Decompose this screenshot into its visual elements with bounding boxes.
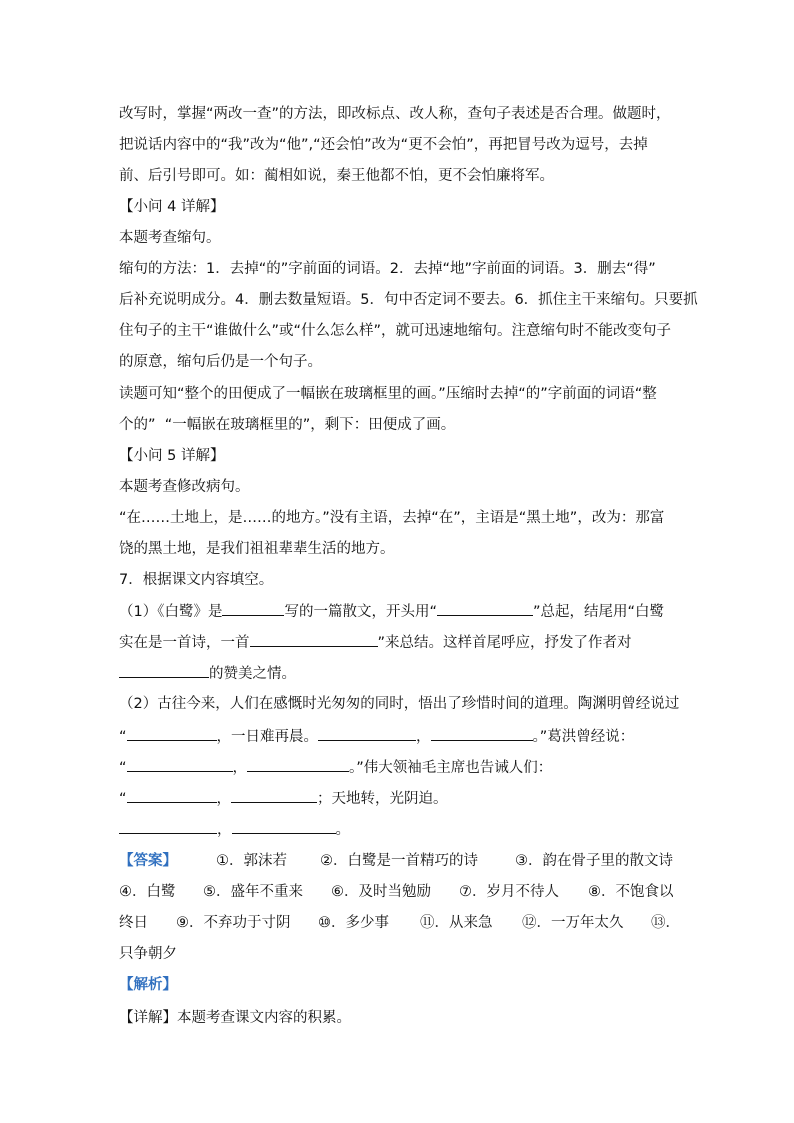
text-line: 的原意，缩句后仍是一个句子。 <box>119 354 322 370</box>
answer-item: ⑧．不饱食以 <box>588 884 674 900</box>
answer-blank[interactable] <box>119 819 217 834</box>
text-line: 本题考查修改病句。 <box>119 479 250 495</box>
text-line: 个的” “一幅嵌在玻璃框里的”，剩下：田便成了画。 <box>119 417 456 433</box>
q1-text: 的赞美之情。 <box>209 666 296 682</box>
analysis-detail: 【详解】本题考查课文内容的积累。 <box>119 1010 351 1026</box>
answer-item: ⑥．及时当勉励 <box>331 884 431 900</box>
answer-blank[interactable] <box>231 788 317 803</box>
q1-text: ”总起，结尾用“白鹭 <box>533 604 665 620</box>
answer-item: ⑩．多少事 <box>318 915 389 931</box>
question-line <box>119 663 296 684</box>
answer-item: ⑦．岁月不待人 <box>459 884 559 900</box>
q2-text: ；天地转，光阴迫。 <box>317 791 448 807</box>
answer-item: ③．韵在骨子里的散文诗 <box>515 853 673 869</box>
quote-mark: “ <box>119 729 127 745</box>
answer-blank[interactable] <box>247 757 349 772</box>
text-line: 改写时，掌握“两改一查”的方法，即改标点、改人称，查句子表述是否合理。做题时， <box>119 106 671 122</box>
answer-blank[interactable] <box>232 819 336 834</box>
question-title: 7．根据课文内容填空。 <box>119 572 274 588</box>
answer-item: ⑨．不弃功于寸阴 <box>176 915 291 931</box>
question-line <box>119 632 632 653</box>
answer-blank[interactable] <box>127 757 233 772</box>
question-line <box>119 819 350 840</box>
question-line <box>119 601 664 622</box>
section-heading: 【小问 4 详解】 <box>119 199 225 215</box>
answer-blank[interactable] <box>127 788 217 803</box>
text-line: 前、后引号即可。如：蔺相如说，秦王他都不怕，更不会怕廉将军。 <box>119 168 554 184</box>
q2-text: 。”伟大领袖毛主席也告诫人们： <box>349 760 553 776</box>
text-line: 把说话内容中的“我”改为“他”,“还会怕”改为“更不会怕”，再把冒号改为逗号，去掉 <box>119 137 648 153</box>
q1-text: 实在是一首诗，一首 <box>119 635 250 651</box>
answer-item: ⑬． <box>651 915 680 931</box>
analysis-label: 【解析】 <box>119 977 177 993</box>
answer-item: ②．白鹭是一首精巧的诗 <box>320 853 478 869</box>
answer-blank[interactable] <box>127 726 217 741</box>
q2-text: 。”葛洪曾经说： <box>532 729 635 745</box>
answer-item: ⑪．从来急 <box>420 915 493 931</box>
text-line: 读题可知“整个的田便成了一幅嵌在玻璃框里的画。”压缩时去掉“的”字前面的词语“整 <box>119 386 657 402</box>
question-line <box>119 726 634 747</box>
question-line: （2）古往今来，人们在感慨时光匆匆的同时，悟出了珍惜时间的道理。陶渊明曾经说过 <box>119 696 680 712</box>
q2-text: 。 <box>335 822 350 838</box>
answer-blank[interactable] <box>222 601 284 616</box>
answer-blank[interactable] <box>250 632 378 647</box>
text-line: 饶的黑土地，是我们祖祖辈辈生活的地方。 <box>119 541 395 557</box>
q2-text: ， <box>416 729 431 745</box>
text-line: 住句子的主干“谁做什么”或“什么怎么样”，就可迅速地缩句。注意缩句时不能改变句子 <box>119 323 672 339</box>
text-line: 后补充说明成分。4．删去数量短语。5．句中否定词不要去。6．抓住主干来缩句。只要抓 <box>119 292 698 308</box>
section-heading: 【小问 5 详解】 <box>119 448 225 464</box>
answer-label: 【答案】 <box>119 853 177 869</box>
q2-text: ， <box>216 791 232 807</box>
q1-text: （1）《白鹭》是 <box>119 604 223 620</box>
question-line <box>119 788 448 809</box>
q2-text: ， <box>232 760 248 776</box>
answer-item: ⑤．盛年不重来 <box>203 884 303 900</box>
text-line: 本题考查缩句。 <box>119 230 221 246</box>
q2-text: ， <box>217 822 232 838</box>
q1-text: ”来总结。这样首尾呼应，抒发了作者对 <box>377 635 632 651</box>
question-line <box>119 757 552 778</box>
q1-text: 写的一篇散文，开头用“ <box>284 604 437 620</box>
quote-mark: “ <box>119 760 127 776</box>
answer-item: 只争朝夕 <box>119 946 177 962</box>
quote-mark: “ <box>119 791 127 807</box>
answer-item: ①．郭沫若 <box>216 853 287 869</box>
answer-blank[interactable] <box>119 663 209 678</box>
answer-blank[interactable] <box>318 726 416 741</box>
answer-item: ⑫．一万年太久 <box>522 915 624 931</box>
q2-text: ，一日难再晨。 <box>216 729 319 745</box>
text-line: “在……土地上，是……的地方。”没有主语，去掉“在”，主语是“黑土地”，改为：那富 <box>119 510 665 526</box>
answer-item: 终日 <box>119 915 148 931</box>
answer-blank[interactable] <box>431 726 533 741</box>
text-line: 缩句的方法：1．去掉“的”字前面的词语。2．去掉“地”字前面的词语。3．删去“得” <box>119 261 656 277</box>
answer-blank[interactable] <box>437 601 533 616</box>
answer-item: ④．白鹭 <box>119 884 176 900</box>
